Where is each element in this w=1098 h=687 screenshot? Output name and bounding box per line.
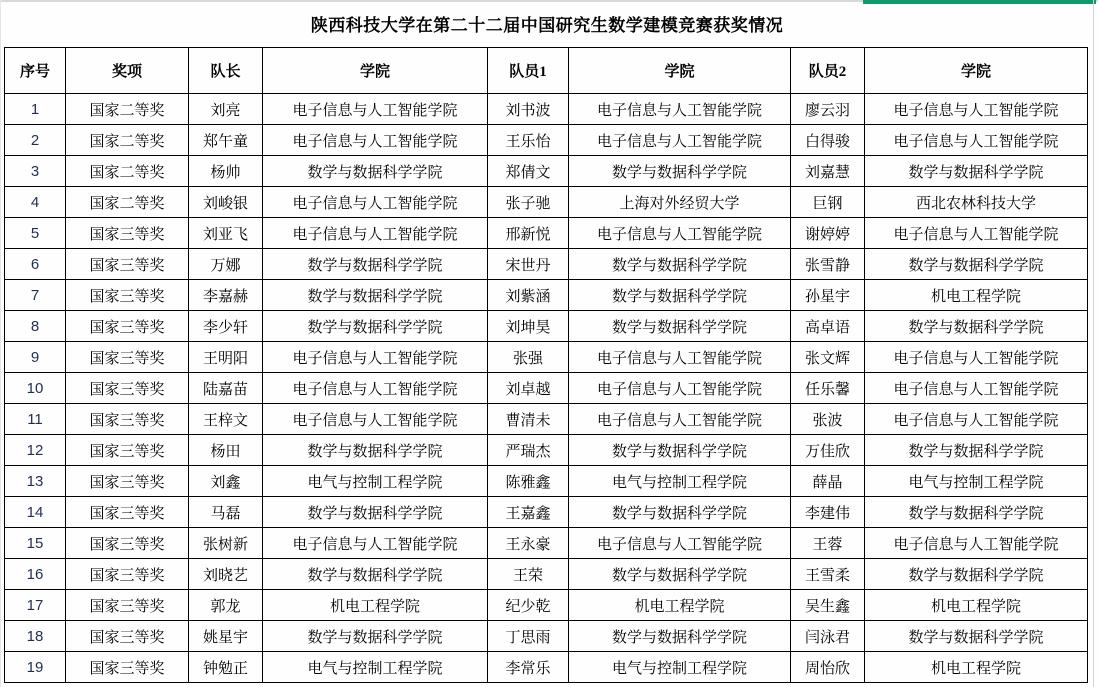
table-cell: 纪少乾 — [488, 590, 569, 621]
row-number-cell: 6 — [5, 249, 66, 280]
table-cell: 张波 — [791, 404, 865, 435]
table-cell: 上海对外经贸大学 — [569, 187, 791, 218]
row-number-cell: 5 — [5, 218, 66, 249]
table-cell: 高卓语 — [791, 311, 865, 342]
table-cell: 万娜 — [189, 249, 263, 280]
table-cell: 王梓文 — [189, 404, 263, 435]
row-number-cell: 16 — [5, 559, 66, 590]
table-cell: 王蓉 — [791, 528, 865, 559]
table-cell: 国家三等奖 — [66, 218, 189, 249]
table-cell: 数学与数据科学学院 — [263, 156, 488, 187]
table-cell: 数学与数据科学学院 — [865, 559, 1088, 590]
table-cell: 丁思雨 — [488, 621, 569, 652]
header-cell: 学院 — [263, 48, 488, 94]
table-cell: 廖云羽 — [791, 94, 865, 125]
table-cell: 电子信息与人工智能学院 — [263, 528, 488, 559]
table-row — [5, 528, 1088, 559]
table-cell: 数学与数据科学学院 — [865, 435, 1088, 466]
table-row — [5, 435, 1088, 466]
table-cell: 数学与数据科学学院 — [569, 249, 791, 280]
table-cell: 国家三等奖 — [66, 652, 189, 683]
table-cell: 郑倩文 — [488, 156, 569, 187]
table-cell: 国家三等奖 — [66, 621, 189, 652]
table-cell: 王永豪 — [488, 528, 569, 559]
table-cell: 杨田 — [189, 435, 263, 466]
table-row — [5, 404, 1088, 435]
table-cell: 数学与数据科学学院 — [263, 311, 488, 342]
table-cell: 王乐怡 — [488, 125, 569, 156]
table-row — [5, 466, 1088, 497]
table-cell: 刘嘉慧 — [791, 156, 865, 187]
table-cell: 国家三等奖 — [66, 590, 189, 621]
row-number-cell: 19 — [5, 652, 66, 683]
table-cell: 数学与数据科学学院 — [263, 280, 488, 311]
table-cell: 国家二等奖 — [66, 187, 189, 218]
table-row — [5, 621, 1088, 652]
table-cell: 刘亮 — [189, 94, 263, 125]
table-cell: 数学与数据科学学院 — [263, 435, 488, 466]
table-row — [5, 125, 1088, 156]
table-cell: 李嘉赫 — [189, 280, 263, 311]
row-number-cell: 14 — [5, 497, 66, 528]
table-cell: 数学与数据科学学院 — [263, 249, 488, 280]
row-number-cell: 3 — [5, 156, 66, 187]
table-row — [5, 342, 1088, 373]
table-cell: 机电工程学院 — [865, 652, 1088, 683]
header-cell: 奖项 — [66, 48, 189, 94]
table-cell: 郭龙 — [189, 590, 263, 621]
table-cell: 电子信息与人工智能学院 — [569, 218, 791, 249]
table-cell: 国家三等奖 — [66, 373, 189, 404]
table-cell: 电气与控制工程学院 — [263, 652, 488, 683]
table-cell: 宋世丹 — [488, 249, 569, 280]
table-cell: 国家二等奖 — [66, 94, 189, 125]
header-cell: 队长 — [189, 48, 263, 94]
table-cell: 闫泳君 — [791, 621, 865, 652]
row-number-cell: 10 — [5, 373, 66, 404]
table-cell: 电子信息与人工智能学院 — [865, 528, 1088, 559]
table-cell: 国家三等奖 — [66, 280, 189, 311]
table-cell: 任乐馨 — [791, 373, 865, 404]
table-row — [5, 497, 1088, 528]
table-cell: 马磊 — [189, 497, 263, 528]
table-row — [5, 249, 1088, 280]
table-cell: 王明阳 — [189, 342, 263, 373]
row-number-cell: 11 — [5, 404, 66, 435]
table-cell: 数学与数据科学学院 — [865, 311, 1088, 342]
table-cell: 孙星宇 — [791, 280, 865, 311]
header-row — [5, 48, 1088, 94]
page-title: 陕西科技大学在第二十二届中国研究生数学建模竞赛获奖情况 — [310, 16, 784, 35]
header-cell: 学院 — [569, 48, 791, 94]
table-row — [5, 559, 1088, 590]
table-cell: 数学与数据科学学院 — [569, 621, 791, 652]
table-cell: 电子信息与人工智能学院 — [865, 404, 1088, 435]
table-cell: 陆嘉苗 — [189, 373, 263, 404]
table-cell: 张雪静 — [791, 249, 865, 280]
table-cell: 白得骏 — [791, 125, 865, 156]
table-cell: 电子信息与人工智能学院 — [569, 94, 791, 125]
table-cell: 数学与数据科学学院 — [865, 249, 1088, 280]
table-cell: 电子信息与人工智能学院 — [569, 528, 791, 559]
table-cell: 电子信息与人工智能学院 — [865, 373, 1088, 404]
table-cell: 机电工程学院 — [569, 590, 791, 621]
table-cell: 电气与控制工程学院 — [865, 466, 1088, 497]
table-cell: 电子信息与人工智能学院 — [865, 218, 1088, 249]
table-cell: 张子驰 — [488, 187, 569, 218]
table-cell: 刘鑫 — [189, 466, 263, 497]
table-row — [5, 280, 1088, 311]
table-cell: 国家三等奖 — [66, 342, 189, 373]
table-cell: 曹清未 — [488, 404, 569, 435]
table-cell: 数学与数据科学学院 — [569, 435, 791, 466]
table-cell: 刘卓越 — [488, 373, 569, 404]
table-cell: 杨帅 — [189, 156, 263, 187]
table-cell: 数学与数据科学学院 — [569, 497, 791, 528]
table-cell: 张强 — [488, 342, 569, 373]
table-cell: 电子信息与人工智能学院 — [263, 94, 488, 125]
table-cell: 电子信息与人工智能学院 — [865, 125, 1088, 156]
table-cell: 数学与数据科学学院 — [569, 280, 791, 311]
table-body — [5, 94, 1088, 683]
table-cell: 姚星宇 — [189, 621, 263, 652]
table-cell: 刘峻银 — [189, 187, 263, 218]
table-row — [5, 590, 1088, 621]
table-cell: 数学与数据科学学院 — [263, 559, 488, 590]
table-cell: 电子信息与人工智能学院 — [569, 342, 791, 373]
table-cell: 王荣 — [488, 559, 569, 590]
table-cell: 数学与数据科学学院 — [865, 156, 1088, 187]
table-cell: 万佳欣 — [791, 435, 865, 466]
table-cell: 王嘉鑫 — [488, 497, 569, 528]
table-cell: 数学与数据科学学院 — [569, 156, 791, 187]
table-cell: 国家三等奖 — [66, 559, 189, 590]
table-row — [5, 373, 1088, 404]
header-cell: 序号 — [5, 48, 66, 94]
table-cell: 电子信息与人工智能学院 — [865, 342, 1088, 373]
table-cell: 国家三等奖 — [66, 528, 189, 559]
table-header — [5, 48, 1088, 94]
table-cell: 国家三等奖 — [66, 435, 189, 466]
header-cell: 队员1 — [488, 48, 569, 94]
table-cell: 电子信息与人工智能学院 — [569, 125, 791, 156]
header-cell: 队员2 — [791, 48, 865, 94]
table-cell: 电子信息与人工智能学院 — [569, 404, 791, 435]
table-cell: 邢新悦 — [488, 218, 569, 249]
table-cell: 数学与数据科学学院 — [569, 311, 791, 342]
table-cell: 刘紫涵 — [488, 280, 569, 311]
table-cell: 国家三等奖 — [66, 249, 189, 280]
table-cell: 电子信息与人工智能学院 — [263, 373, 488, 404]
table-row — [5, 652, 1088, 683]
table-cell: 电子信息与人工智能学院 — [263, 404, 488, 435]
table-cell: 刘书波 — [488, 94, 569, 125]
row-number-cell: 1 — [5, 94, 66, 125]
table-cell: 李建伟 — [791, 497, 865, 528]
table-cell: 数学与数据科学学院 — [263, 497, 488, 528]
table-cell: 数学与数据科学学院 — [865, 621, 1088, 652]
right-edge-line — [1093, 0, 1094, 687]
table-cell: 陈雅鑫 — [488, 466, 569, 497]
table-cell: 国家三等奖 — [66, 497, 189, 528]
table-cell: 数学与数据科学学院 — [865, 497, 1088, 528]
row-number-cell: 7 — [5, 280, 66, 311]
table-cell: 机电工程学院 — [865, 590, 1088, 621]
table-cell: 周怡欣 — [791, 652, 865, 683]
table-cell: 谢婷婷 — [791, 218, 865, 249]
table-cell: 电子信息与人工智能学院 — [569, 373, 791, 404]
awards-table — [4, 47, 1088, 683]
table-cell: 国家三等奖 — [66, 404, 189, 435]
table-cell: 严瑞杰 — [488, 435, 569, 466]
table-cell: 刘坤昊 — [488, 311, 569, 342]
table-cell: 电子信息与人工智能学院 — [263, 125, 488, 156]
table-row — [5, 218, 1088, 249]
table-cell: 电子信息与人工智能学院 — [865, 94, 1088, 125]
table-cell: 电气与控制工程学院 — [263, 466, 488, 497]
table-cell: 国家二等奖 — [66, 125, 189, 156]
header-cell: 学院 — [865, 48, 1088, 94]
table-cell: 王雪柔 — [791, 559, 865, 590]
table-cell: 电子信息与人工智能学院 — [263, 187, 488, 218]
table-cell: 郑午童 — [189, 125, 263, 156]
table-cell: 刘晓艺 — [189, 559, 263, 590]
row-number-cell: 9 — [5, 342, 66, 373]
table-cell: 薛晶 — [791, 466, 865, 497]
table-cell: 李常乐 — [488, 652, 569, 683]
row-number-cell: 15 — [5, 528, 66, 559]
table-cell: 钟勉正 — [189, 652, 263, 683]
table-cell: 张文辉 — [791, 342, 865, 373]
table-row — [5, 94, 1088, 125]
table-cell: 国家二等奖 — [66, 156, 189, 187]
table-cell: 巨钢 — [791, 187, 865, 218]
table-cell: 国家三等奖 — [66, 311, 189, 342]
table-cell: 机电工程学院 — [263, 590, 488, 621]
table-cell: 李少轩 — [189, 311, 263, 342]
row-number-cell: 4 — [5, 187, 66, 218]
row-number-cell: 2 — [5, 125, 66, 156]
table-cell: 电气与控制工程学院 — [569, 652, 791, 683]
table-row — [5, 311, 1088, 342]
row-number-cell: 8 — [5, 311, 66, 342]
table-cell: 数学与数据科学学院 — [569, 559, 791, 590]
table-cell: 西北农林科技大学 — [865, 187, 1088, 218]
row-number-cell: 17 — [5, 590, 66, 621]
table-cell: 吴生鑫 — [791, 590, 865, 621]
table-cell: 张树新 — [189, 528, 263, 559]
table-cell: 刘亚飞 — [189, 218, 263, 249]
table-cell: 电子信息与人工智能学院 — [263, 218, 488, 249]
table-cell: 机电工程学院 — [865, 280, 1088, 311]
table-cell: 国家三等奖 — [66, 466, 189, 497]
table-cell: 电子信息与人工智能学院 — [263, 342, 488, 373]
table-cell: 数学与数据科学学院 — [263, 621, 488, 652]
table-cell: 电气与控制工程学院 — [569, 466, 791, 497]
row-number-cell: 12 — [5, 435, 66, 466]
table-row — [5, 156, 1088, 187]
row-number-cell: 13 — [5, 466, 66, 497]
table-row — [5, 187, 1088, 218]
row-number-cell: 18 — [5, 621, 66, 652]
